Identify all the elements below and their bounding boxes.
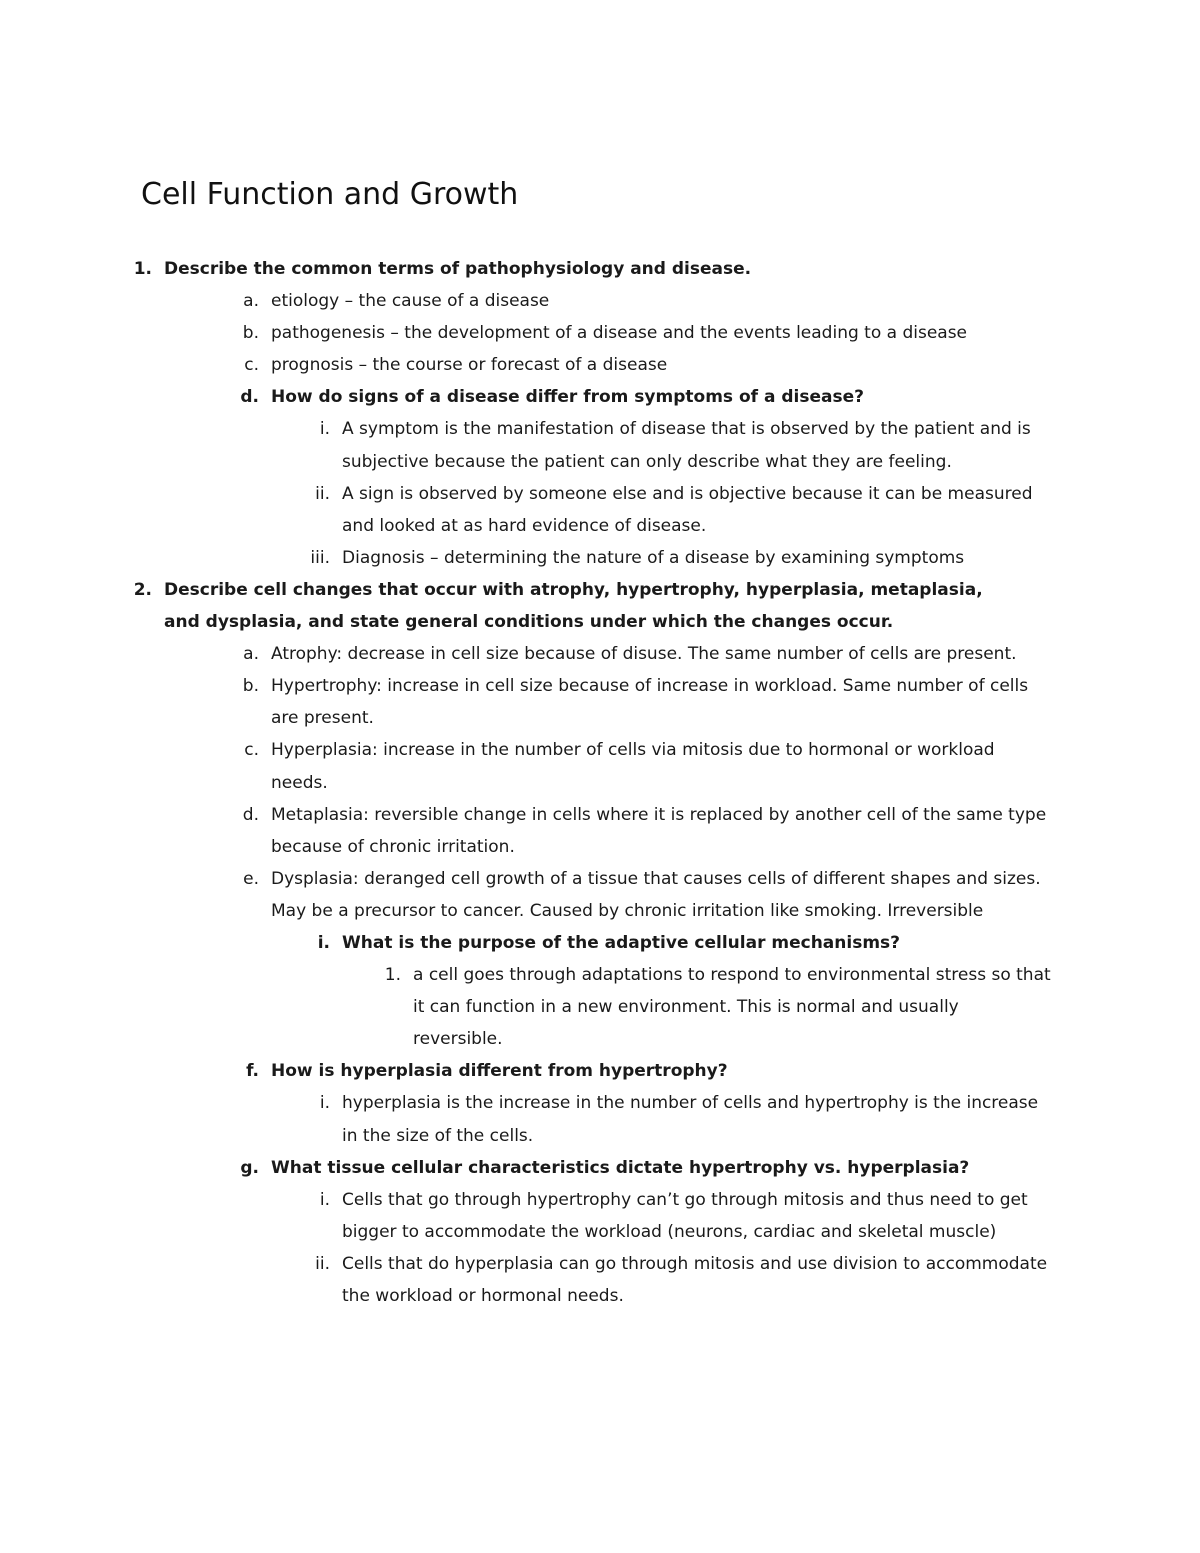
list-item xyxy=(0,413,1200,477)
sub-question xyxy=(0,1152,1200,1184)
document-title: Cell Function and Growth xyxy=(141,177,519,212)
list-marker: d. xyxy=(242,804,259,825)
list-item xyxy=(0,799,1200,863)
list-item xyxy=(0,542,1200,574)
list-marker: b. xyxy=(242,323,259,344)
term-atrophy: Atrophy: decrease in cell size because of disuse. The same number of cells are present. xyxy=(271,644,1017,665)
sub-question-text: How do signs of a disease differ from symptoms of a disease? xyxy=(271,387,864,408)
list-item xyxy=(0,317,1200,349)
term-hyperplasia: Hyperplasia: increase in the number of cells via mitosis due to hormonal or workload needs. xyxy=(271,740,995,793)
list-item xyxy=(0,1184,1200,1248)
list-item xyxy=(0,1248,1200,1312)
list-item xyxy=(0,734,1200,798)
document-outline xyxy=(0,253,1200,1312)
list-item xyxy=(0,638,1200,670)
term-pathogenesis: pathogenesis – the development of a disease and the events leading to a disease xyxy=(271,323,968,344)
sub-question xyxy=(0,1055,1200,1087)
list-item xyxy=(0,863,1200,927)
term-dysplasia: Dysplasia: deranged cell growth of a tissue that causes cells of different shapes and sizes. May be a precursor to cancer. Caused by chronic irritation like smoking. Irreversible xyxy=(271,868,1041,921)
question-text: Describe cell changes that occur with atrophy, hypertrophy, hyperplasia, metaplasia, and dysplasia, and state general conditions under which the changes occur. xyxy=(164,579,983,633)
answer-text: Cells that go through hypertrophy can’t go through mitosis and thus need to get bigger to accommodate the workload (neurons, cardiac and skeletal muscle) xyxy=(342,1189,1028,1242)
list-marker: iii. xyxy=(310,547,330,568)
sub-question xyxy=(0,381,1200,413)
list-marker: i. xyxy=(317,932,330,953)
answer-text: A sign is observed by someone else and is objective because it can be measured and looked at as hard evidence of disease. xyxy=(342,483,1033,536)
list-item xyxy=(0,959,1200,1055)
list-marker: i. xyxy=(319,1189,330,1210)
list-marker: 2. xyxy=(133,579,152,600)
list-marker: ii. xyxy=(315,1253,330,1274)
sub-question-text: How is hyperplasia different from hypertrophy? xyxy=(271,1061,728,1082)
list-marker: d. xyxy=(240,387,259,408)
question-2 xyxy=(0,574,1200,638)
list-marker: i. xyxy=(319,1093,330,1114)
list-marker: a. xyxy=(243,644,259,665)
list-marker: a. xyxy=(243,291,259,312)
answer-text: Cells that do hyperplasia can go through mitosis and use division to accommodate the workload or hormonal needs. xyxy=(342,1253,1048,1306)
list-marker: ii. xyxy=(315,483,330,504)
sub-question xyxy=(0,927,1200,959)
term-hypertrophy: Hypertrophy: increase in cell size because of increase in workload. Same number of cells are present. xyxy=(271,676,1029,729)
list-marker: 1. xyxy=(133,259,152,279)
sub-question-text: What is the purpose of the adaptive cellular mechanisms? xyxy=(342,932,901,953)
list-item xyxy=(0,285,1200,317)
answer-text: A symptom is the manifestation of disease that is observed by the patient and is subjective because the patient can only describe what they are feeling. xyxy=(342,419,1031,472)
answer-text: a cell goes through adaptations to respond to environmental stress so that it can function in a new environment. This is normal and usually reversible. xyxy=(413,965,1051,1050)
term-etiology: etiology – the cause of a disease xyxy=(271,291,550,312)
list-marker: b. xyxy=(242,676,259,697)
list-marker: i. xyxy=(319,419,330,440)
list-marker: 1. xyxy=(384,965,401,986)
answer-text: hyperplasia is the increase in the number of cells and hypertrophy is the increase in the size of the cells. xyxy=(342,1093,1039,1146)
sub-question-text: What tissue cellular characteristics dictate hypertrophy vs. hyperplasia? xyxy=(271,1157,970,1178)
list-marker: f. xyxy=(246,1061,259,1082)
term-prognosis: prognosis – the course or forecast of a disease xyxy=(271,355,668,376)
list-marker: e. xyxy=(243,868,259,889)
list-item xyxy=(0,478,1200,542)
answer-text: Diagnosis – determining the nature of a disease by examining symptoms xyxy=(342,547,965,568)
list-item xyxy=(0,670,1200,734)
list-item xyxy=(0,1087,1200,1151)
question-1 xyxy=(0,253,1200,285)
list-marker: c. xyxy=(244,740,259,761)
term-metaplasia: Metaplasia: reversible change in cells where it is replaced by another cell of the same type because of chronic irritation. xyxy=(271,804,1047,857)
list-marker: c. xyxy=(244,355,259,376)
question-text: Describe the common terms of pathophysiology and disease. xyxy=(164,259,752,279)
list-item xyxy=(0,349,1200,381)
list-marker: g. xyxy=(240,1157,259,1178)
